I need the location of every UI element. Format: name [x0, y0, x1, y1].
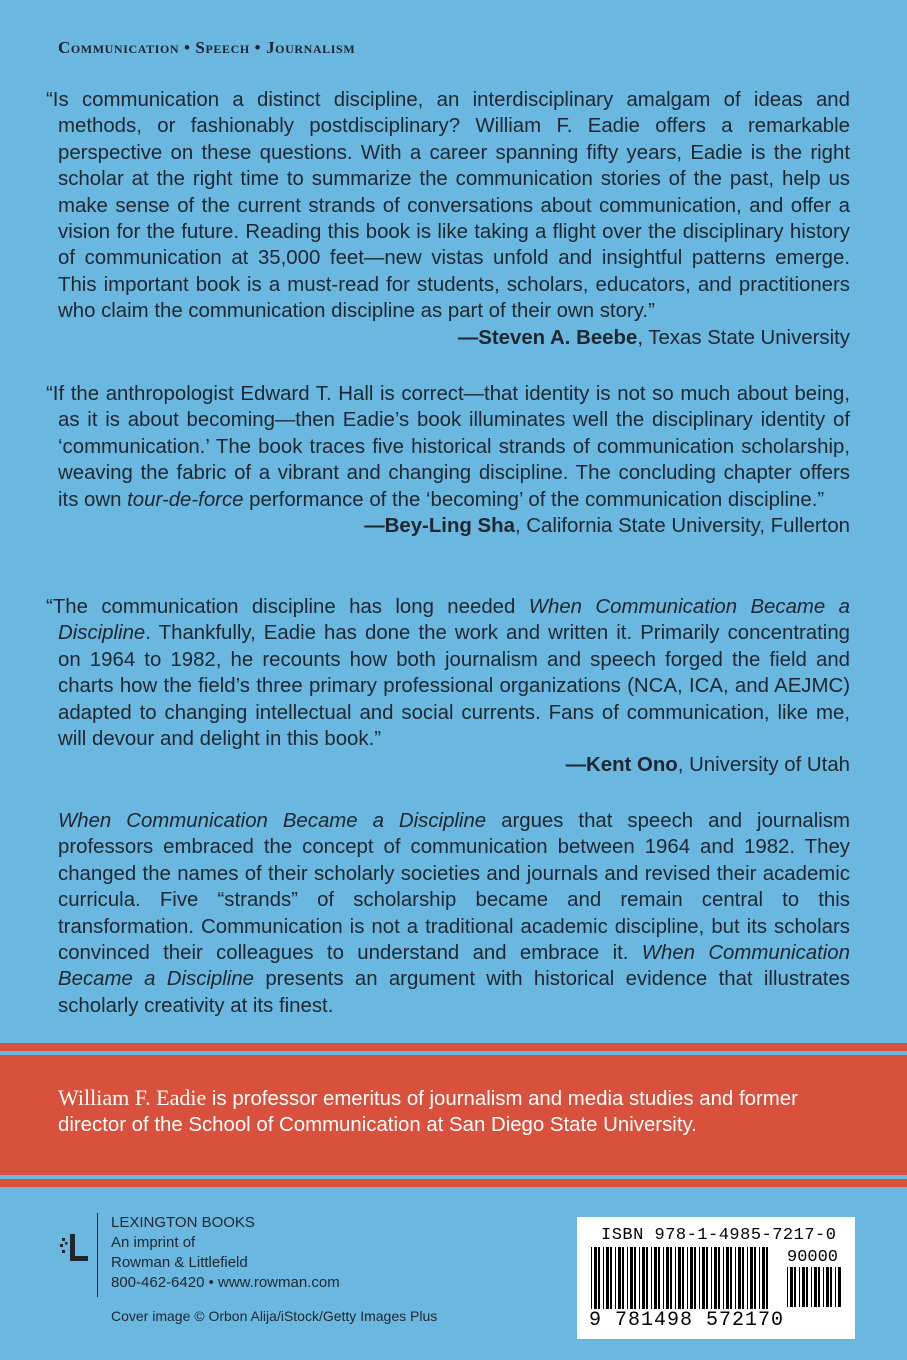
barcode-bar [646, 1247, 648, 1309]
barcode-bar [742, 1247, 744, 1309]
quote-affiliation: , University of Utah [677, 754, 850, 777]
barcode-bar [694, 1247, 696, 1309]
barcode-bar [639, 1247, 640, 1309]
barcode-bar [766, 1247, 768, 1309]
bio-author-name: William F. Eadie [58, 1085, 207, 1110]
barcode-bar [702, 1247, 705, 1309]
barcode-bar [814, 1267, 817, 1307]
barcode-bar [618, 1247, 621, 1309]
barcode-bar [806, 1267, 808, 1307]
band-stripe [0, 1175, 907, 1179]
barcode-bar [642, 1247, 645, 1309]
barcode-bar [630, 1247, 633, 1309]
publisher-parent: Rowman & Littlefield [111, 1254, 248, 1271]
barcode-bar [687, 1247, 688, 1309]
quote-text [46, 594, 850, 752]
barcode-bar [750, 1247, 753, 1309]
barcode-bar [787, 1267, 788, 1307]
isbn-text: ISBN 978-1-4985-7217-0 [601, 1226, 837, 1245]
description-part: argues that speech and journalism professors embraced the concept of communication between 1964 and 1982. They changed the names of their scholarly societies and journals and revised their academic curricula. Five “strands” of scholarship became and remain central to this transformation. Communication is not a traditional academic discipline, but its scholars convinced their colleagues to understand and embrace it. [58, 810, 850, 965]
barcode-bar [634, 1247, 636, 1309]
cover-credit: Cover image © Orbon Alija/iStock/Getty Images Plus [111, 1308, 438, 1324]
description-part: presents an argument with historical evidence that illustrates scholarly creativity at its finest. [58, 968, 851, 1017]
book-description [58, 808, 850, 1019]
series-label: Communication • Speech • Journalism [58, 38, 356, 57]
quote-text [46, 381, 850, 513]
barcode-bar [826, 1267, 829, 1307]
barcode-bar [823, 1267, 824, 1307]
lexington-logo-icon [58, 1232, 90, 1266]
endorsement-quote-1 [46, 87, 850, 351]
barcode-bar [830, 1267, 832, 1307]
barcode-bar [699, 1247, 700, 1309]
publisher-info [111, 1213, 340, 1293]
barcode-bar [627, 1247, 628, 1309]
barcode-bar [591, 1247, 592, 1309]
quote-text-part: . Thankfully, Eadie has done the work and written it. Primarily concentrating on 1964 to 1982, he recounts how both journalism and speech forged the field and charts how the field’s three primary professional organizations (NCA, ICA, and AEJMC) adapted to changing intellectual and social currents. Fans of communication, like me, will devour and delight in this book.” [58, 622, 850, 751]
description-title: When Communication Became a Discipline [58, 810, 487, 832]
barcode-digits: 9 781498 572170 [589, 1309, 785, 1332]
barcode-bar [651, 1247, 652, 1309]
quote-text-part: “If the anthropologist Edward T. Hall is correct—that identity is not so much about being, as it is about becoming—then Eadie’s book illuminates well the disciplinary identity of ‘communication.’ The book traces five historical strands of communication scholarship, weaving the fabric of a vibrant and changing discipline. The concluding chapter offers its own [46, 383, 850, 511]
isbn-barcode [577, 1217, 855, 1339]
quote-attribution [58, 752, 850, 778]
quote-affiliation: , Texas State University [637, 326, 850, 349]
barcode-bar [682, 1247, 684, 1309]
barcode-bar [835, 1267, 836, 1307]
barcode-bar [594, 1247, 597, 1309]
endorsement-quote-3 [46, 594, 850, 779]
barcode-bar [678, 1247, 681, 1309]
band-stripe [0, 1051, 907, 1055]
barcode-bar [790, 1267, 793, 1307]
publisher-divider [97, 1213, 98, 1297]
quote-text: “Is communication a distinct discipline, an interdisciplinary amalgam of ideas and methods, or fashionably postdisciplinary? William F. Eadie offers a remarkable perspective on these questions. With a career spanning fifty years, Eadie is the right scholar at the right time to summarize the communication stories of the past, help us make sense of the current strands of conversations about communication, and offer a vision for the future. Reading this book is like taking a flight over the disciplinary history of communication at 35,000 feet—new vistas unfold and insightful patterns emerge. This important book is a must-read for students, scholars, educators, and practitioners who claim the communication discipline as part of their own story.” [46, 89, 850, 323]
quote-affiliation: , California State University, Fullerton [514, 515, 850, 538]
barcode-bar [670, 1247, 672, 1309]
barcode-bar [799, 1267, 800, 1307]
quote-text-part: “The communication discipline has long needed [46, 596, 529, 618]
barcode-bar [726, 1247, 729, 1309]
description-text [58, 808, 850, 1019]
barcode-bar [663, 1247, 664, 1309]
barcode-bar [598, 1247, 600, 1309]
author-bio [58, 1085, 853, 1138]
endorsement-quote-2 [46, 381, 850, 539]
barcode-bar [838, 1267, 841, 1307]
barcode-bar [754, 1247, 756, 1309]
quote-author: —Kent Ono [565, 754, 678, 777]
quote-author: —Bey-Ling Sha [364, 515, 515, 538]
bio-text: is professor emeritus of journalism and media studies and former director of the School of Communication at San Diego State University. [58, 1088, 798, 1136]
barcode-bar [658, 1247, 660, 1309]
barcode-bar [723, 1247, 724, 1309]
barcode-bar [690, 1247, 693, 1309]
barcode-bar [603, 1247, 604, 1309]
barcode-bar [735, 1247, 736, 1309]
barcode-bar [622, 1247, 624, 1309]
barcode-bar [714, 1247, 717, 1309]
barcode-bar [730, 1247, 732, 1309]
quote-text-part: performance of the ‘becoming’ of the communication discipline.” [243, 488, 825, 511]
quote-text-italic: tour-de-force [127, 488, 244, 511]
barcode-bars [591, 1247, 771, 1309]
description-title: When Communication Became a Discipline [58, 942, 850, 991]
barcode-bar [738, 1247, 741, 1309]
barcode-bar [654, 1247, 657, 1309]
barcode-bar [606, 1247, 609, 1309]
publisher-name: LEXINGTON BOOKS [111, 1214, 255, 1231]
quote-author: —Steven A. Beebe [457, 326, 638, 349]
price-code: 90000 [787, 1248, 839, 1267]
price-barcode-bars [787, 1267, 841, 1307]
publisher-contact: 800-462-6420 • www.rowman.com [111, 1274, 340, 1291]
barcode-bar [811, 1267, 812, 1307]
barcode-bar [818, 1267, 820, 1307]
barcode-bar [794, 1267, 796, 1307]
quote-attribution [58, 325, 850, 351]
publisher-imprint: An imprint of [111, 1234, 196, 1251]
barcode-bar [615, 1247, 616, 1309]
barcode-bar [706, 1247, 708, 1309]
barcode-bar [802, 1267, 805, 1307]
barcode-bar [762, 1247, 765, 1309]
barcode-bar [747, 1247, 748, 1309]
barcode-bar [610, 1247, 612, 1309]
quote-text-italic: When Communication Became a Discipline [58, 596, 850, 645]
barcode-bar [666, 1247, 669, 1309]
barcode-bar [759, 1247, 760, 1309]
barcode-bar [675, 1247, 676, 1309]
quote-attribution [58, 513, 850, 539]
barcode-bar [718, 1247, 720, 1309]
barcode-bar [711, 1247, 712, 1309]
